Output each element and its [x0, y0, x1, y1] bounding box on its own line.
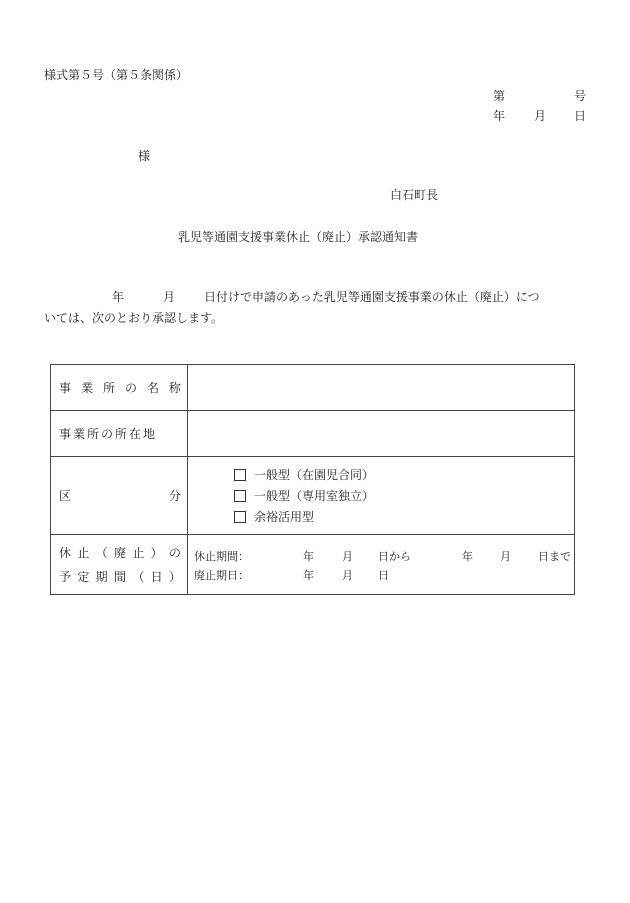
period-until: 日まで — [538, 549, 571, 563]
period-values — [188, 535, 575, 595]
form-number: 様式第５号（第５条関係） — [44, 68, 189, 82]
option-label: 余裕活用型 — [254, 510, 315, 524]
abolish-date-line — [188, 565, 574, 584]
date-day: 日 — [574, 109, 587, 123]
label-char: 日 — [150, 570, 163, 584]
row-label-category — [51, 457, 188, 535]
suspend-period-label: 休止期間： — [194, 549, 249, 563]
table-row — [51, 535, 575, 595]
period-month: 月 — [500, 549, 511, 563]
period-year: 年 — [303, 568, 314, 582]
checkbox[interactable] — [234, 469, 246, 481]
details-table — [50, 364, 575, 595]
doc-no-prefix: 第 — [493, 89, 506, 103]
label-char: ） — [168, 570, 181, 584]
label-text: 事業所の所在地 — [59, 427, 158, 441]
label-char: 期 — [95, 570, 108, 584]
period-year: 年 — [462, 549, 473, 563]
option-label: 一般型（専用室独立） — [254, 489, 375, 503]
body-month: 月 — [163, 290, 176, 304]
row-label-period — [51, 535, 188, 595]
row-label-office-name — [51, 365, 188, 411]
label-char: 廃 — [113, 546, 126, 560]
label-char: 区 — [59, 489, 72, 503]
category-option[interactable] — [234, 464, 574, 485]
row-label-office-address — [51, 411, 188, 457]
period-month: 月 — [342, 568, 353, 582]
table-row — [51, 457, 575, 535]
label-char: 名 — [146, 381, 159, 395]
label-char: 予 — [59, 570, 72, 584]
period-day: 日 — [378, 568, 389, 582]
addressee-suffix: 様 — [138, 149, 151, 163]
label-char: の — [168, 546, 181, 560]
label-char: 止 — [132, 546, 145, 560]
office-address-value[interactable] — [188, 411, 575, 457]
body-year: 年 — [112, 290, 125, 304]
label-char: 休 — [59, 546, 72, 560]
category-option[interactable] — [234, 485, 574, 506]
table-row — [51, 365, 575, 411]
category-option[interactable] — [234, 506, 574, 527]
period-year: 年 — [303, 549, 314, 563]
label-char: 称 — [168, 381, 181, 395]
label-char: 事 — [59, 381, 72, 395]
date-month: 月 — [534, 109, 547, 123]
label-char: 止 — [77, 546, 90, 560]
body-line2: いては、次のとおり承認します。 — [44, 311, 224, 325]
checkbox[interactable] — [234, 511, 246, 523]
checkbox[interactable] — [234, 490, 246, 502]
doc-no-suffix: 号 — [574, 89, 587, 103]
label-char: （ — [132, 570, 145, 584]
option-label: 一般型（在園児合同） — [254, 468, 375, 482]
body-line1-rest: 日付けで申請のあった乳児等通園支援事業の休止（廃止）につ — [204, 290, 540, 304]
abolish-date-label: 廃止期日： — [194, 568, 249, 582]
label-char: 間 — [113, 570, 126, 584]
period-from: 日から — [378, 549, 411, 563]
label-char: 所 — [102, 381, 115, 395]
label-char: ） — [150, 546, 163, 560]
label-char: 定 — [77, 570, 90, 584]
issuer-name: 白石町長 — [390, 188, 439, 202]
category-options — [188, 457, 575, 535]
period-month: 月 — [342, 549, 353, 563]
label-char: 分 — [168, 489, 181, 503]
document-title: 乳児等通園支援事業休止（廃止）承認通知書 — [178, 230, 419, 244]
table-row — [51, 411, 575, 457]
suspend-period-line — [188, 546, 574, 565]
label-char: （ — [95, 546, 108, 560]
office-name-value[interactable] — [188, 365, 575, 411]
label-char: 業 — [80, 381, 93, 395]
label-char: の — [124, 381, 137, 395]
date-year: 年 — [493, 109, 506, 123]
